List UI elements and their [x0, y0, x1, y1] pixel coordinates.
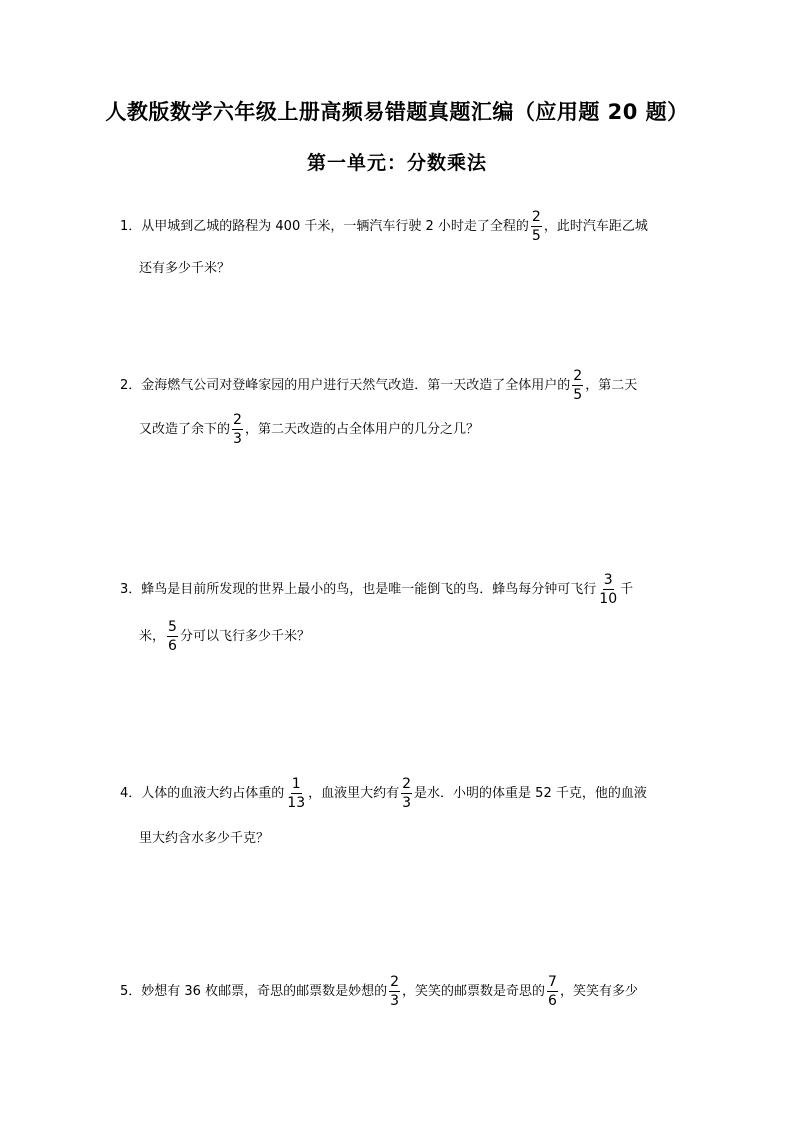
- fraction-numerator: 1: [291, 776, 301, 792]
- fraction-numerator: 2: [402, 776, 412, 792]
- question-1-line-1: [120, 210, 648, 243]
- fraction-numerator: 7: [548, 974, 557, 990]
- question-4-text-a: 4．人体的血液大约占体重的: [120, 786, 285, 801]
- question-5-line-1: [120, 975, 638, 1008]
- question-3-text-b: 千: [620, 582, 634, 597]
- fraction: [389, 975, 400, 1008]
- question-5-text-c: ，笑笑有多少: [559, 984, 638, 999]
- question-3-text-a: 3．蜂鸟是目前所发现的世界上最小的鸟，也是唯一能倒飞的鸟．蜂鸟每分钟可飞行: [120, 582, 597, 597]
- question-2-text-d: ，第二天改造的占全体用户的几分之几？: [244, 422, 479, 437]
- fraction-numerator: 5: [168, 619, 177, 635]
- question-3-line-1: [120, 573, 633, 606]
- fraction-denominator: 10: [599, 591, 618, 607]
- unit-title: 第一单元：分数乘法: [306, 152, 487, 174]
- fraction: [547, 975, 558, 1008]
- question-2-text-c: 又改造了余下的: [139, 422, 231, 437]
- fraction: [232, 413, 243, 446]
- fraction-denominator: 5: [531, 228, 541, 244]
- fraction: [286, 777, 306, 810]
- question-5-text-b: ，笑笑的邮票数是奇思的: [402, 984, 546, 999]
- page-title: 人教版数学六年级上册高频易错题真题汇编（应用题 20 题）: [105, 100, 689, 124]
- question-4-text-b: ，血液里大约有: [308, 786, 400, 801]
- fraction-denominator: 6: [168, 638, 177, 654]
- fraction-denominator: 3: [402, 795, 412, 811]
- fraction-numerator: 2: [390, 974, 399, 990]
- question-2-line-2: [139, 413, 479, 446]
- question-1-line-2: [139, 262, 230, 275]
- question-5-text-a: 5．妙想有 36 枚邮票，奇思的邮票数是妙想的: [120, 984, 388, 999]
- question-3-line-2: [139, 620, 310, 653]
- fraction-denominator: 3: [233, 431, 242, 447]
- fraction: [167, 620, 178, 653]
- fraction-numerator: 2: [531, 209, 541, 225]
- fraction: [572, 369, 583, 402]
- fraction-denominator: 6: [548, 993, 557, 1009]
- question-4-line-2: [139, 832, 269, 845]
- question-1-text-a: 1．从甲城到乙城的路程为 400 千米，一辆汽车行驶 2 小时走了全程的: [120, 219, 529, 234]
- question-3-text-d: 分可以飞行多少千米？: [179, 629, 310, 644]
- fraction: [598, 573, 618, 606]
- question-4-text-d: 里大约含水多少千克？: [139, 831, 270, 846]
- fraction-denominator: 13: [287, 795, 306, 811]
- fraction-numerator: 3: [603, 572, 613, 588]
- fraction-denominator: 3: [390, 993, 399, 1009]
- question-2-line-1: [120, 369, 637, 402]
- question-4-text-c: 是水．小明的体重是 52 千克，他的血液: [414, 786, 647, 801]
- question-1-text-c: 还有多少千米？: [139, 261, 231, 276]
- fraction: [401, 777, 412, 810]
- question-3-text-c: 米，: [139, 629, 166, 644]
- question-4-line-1: [120, 777, 647, 810]
- question-2-text-b: ，第二天: [585, 378, 638, 393]
- fraction-numerator: 2: [573, 368, 583, 384]
- question-1-text-b: ，此时汽车距乙城: [543, 219, 648, 234]
- fraction-numerator: 2: [233, 412, 242, 428]
- fraction-denominator: 5: [573, 387, 583, 403]
- fraction: [531, 210, 542, 243]
- question-2-text-a: 2．金海燃气公司对登峰家园的用户进行天然气改造．第一天改造了全体用户的: [120, 378, 571, 393]
